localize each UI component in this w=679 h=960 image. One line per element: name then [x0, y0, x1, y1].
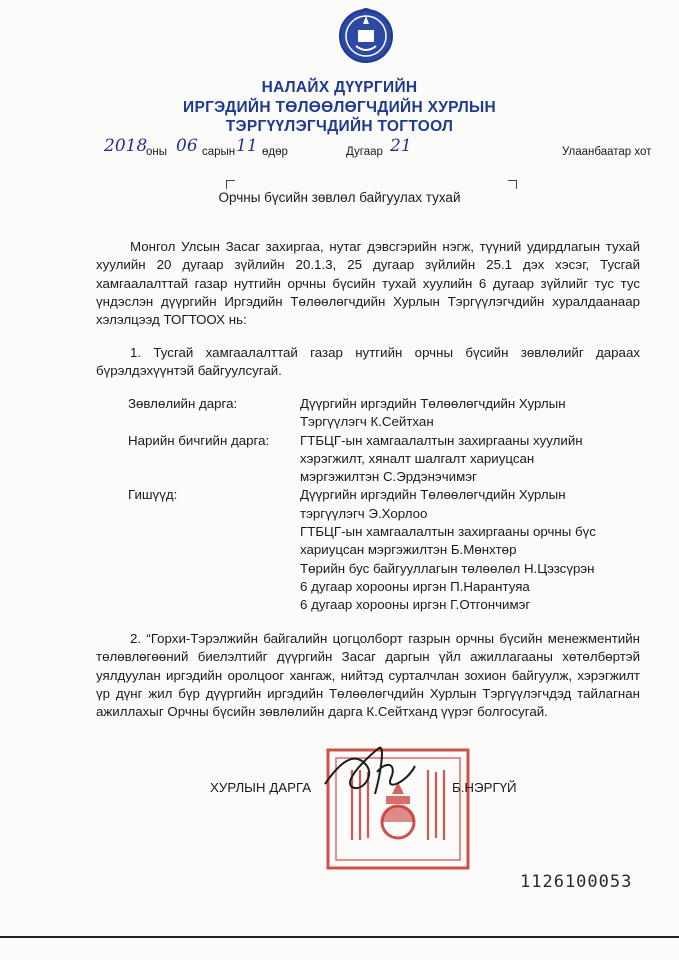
item-1-paragraph: 1. Тусгай хамгаалалттай газар нутгийн орчны бүсийн зөвлөлийг дараах бүрэлдэхүүнтэй байгуулсугай.: [96, 345, 640, 379]
header-council: ИРГЭДИЙН ТӨЛӨӨЛӨГЧДИЙН ХУРЛЫН: [183, 99, 496, 116]
subject-title: Орчны бүсийн зөвлөл байгуулах тухай: [218, 190, 461, 205]
members-role: Гишүүд:: [128, 487, 178, 503]
secretary-role: Нарийн бичгийн дарга:: [128, 432, 270, 448]
member-line: 6 дугаар хорооны иргэн Г.Отгончимэг: [300, 597, 531, 613]
date-line: [96, 136, 676, 166]
state-emblem-icon: [338, 6, 394, 68]
month-label: сарын: [202, 146, 236, 158]
member-line: ГТБЦГ-ын хамгаалалтын захиргааны орчны бүс: [300, 524, 596, 540]
header-resolution-title: ТЭРГҮҮЛЭГЧДИЙН ТОГТООЛ: [225, 118, 454, 135]
members-row: [128, 486, 648, 614]
chair-role: Зөвлөлийн дарга:: [128, 396, 238, 411]
member-line: хариуцсан мэргэжилтэн Б.Мөнхтөр: [300, 542, 517, 558]
secretary-line: ГТБЦГ-ын хамгаалалтын захиргааны хуулийн: [300, 432, 583, 448]
preamble-paragraph: Монгол Улсын Засаг захиргаа, нутаг дэвсгэрийн нэгж, түүний удирдлагын тухай хуулийн 20 дугаар зүйлийн 20.1.3, 25 дугаар зүйлийн 25.1 дэх хэсэг, Тусгай хамгаалалттай газар нутгийн орчны бүсийн тухай хуулийн 6 дугаар зүйлийг тус тус үндэслэн дүүргийн Иргэдийн Төлөөлөгчдийн Хурлын Тэргүүлэгчдийн хуралдаанаар хэлэлцээд ТОГТООХ нь:: [96, 239, 640, 328]
bottom-rule: [0, 936, 679, 938]
subject-corner-right: [508, 180, 517, 189]
secretary-line: хэрэгжилт, хяналт шалгалт хариуцсан: [300, 450, 535, 466]
serial-number: 1126100053: [520, 872, 633, 892]
member-line: 6 дугаар хорооны иргэн П.Нарантуяа: [300, 578, 530, 594]
council-members: [128, 395, 648, 615]
year-handwritten: 2018: [104, 136, 148, 156]
number-handwritten: 21: [390, 136, 412, 156]
header-district: НАЛАЙХ ДҮҮРГИЙН: [261, 79, 418, 96]
secretary-row: [128, 432, 648, 487]
chair-line: Дүүргийн иргэдийн Төлөөлөгчдийн Хурлын: [300, 396, 566, 411]
member-line: тэргүүлэгч Э.Хорлоо: [300, 505, 428, 521]
signature-title: ХУРЛЫН ДАРГА: [210, 780, 312, 795]
month-handwritten: 06: [176, 136, 198, 156]
signature-name: Б.НЭРГҮЙ: [452, 780, 517, 795]
day-handwritten: 11: [236, 136, 258, 156]
year-label: оны: [146, 146, 168, 158]
item-2-paragraph: 2. “Горхи-Тэрэлжийн байгалийн цогцолборт газрын орчны бүсийн менежментийн төлөвлөгөөний биелэлтийг дүүргийн Засаг даргын үйл ажиллагааны хөтөлбөртэй уялдуулан иргэдийн оролцоог хангаж, нийтэд сурталчлан зохион байгуулж, хэрэгжилт үр дүнг жил бүр дүүргийн иргэдийн Төлөөлөгчдийн Хурлын Тэргүүлэгчдэд тайлагнан ажиллахыг Орчны бүсийн зөвлөлийн дарга К.Сейтханд үүрэг болгосугай.: [96, 631, 640, 720]
place-label: Улаанбаатар хот: [562, 146, 652, 158]
chair-line: Тэргүүлэгч К.Сейтхан: [300, 414, 434, 430]
secretary-line: мэргэжилтэн С.Эрдэнэчимэг: [300, 469, 477, 485]
subject-corner-left: [226, 180, 235, 189]
handwritten-signature-icon: [315, 742, 425, 812]
day-label: өдөр: [262, 146, 288, 158]
number-label: Дугаар: [346, 146, 383, 158]
member-line: Дүүргийн иргэдийн Төлөөлөгчдийн Хурлын: [300, 487, 566, 503]
chair-row: [128, 395, 648, 432]
member-line: Төрийн бус байгууллагын төлөөлөл Н.Цэзсүрэн: [300, 560, 595, 576]
